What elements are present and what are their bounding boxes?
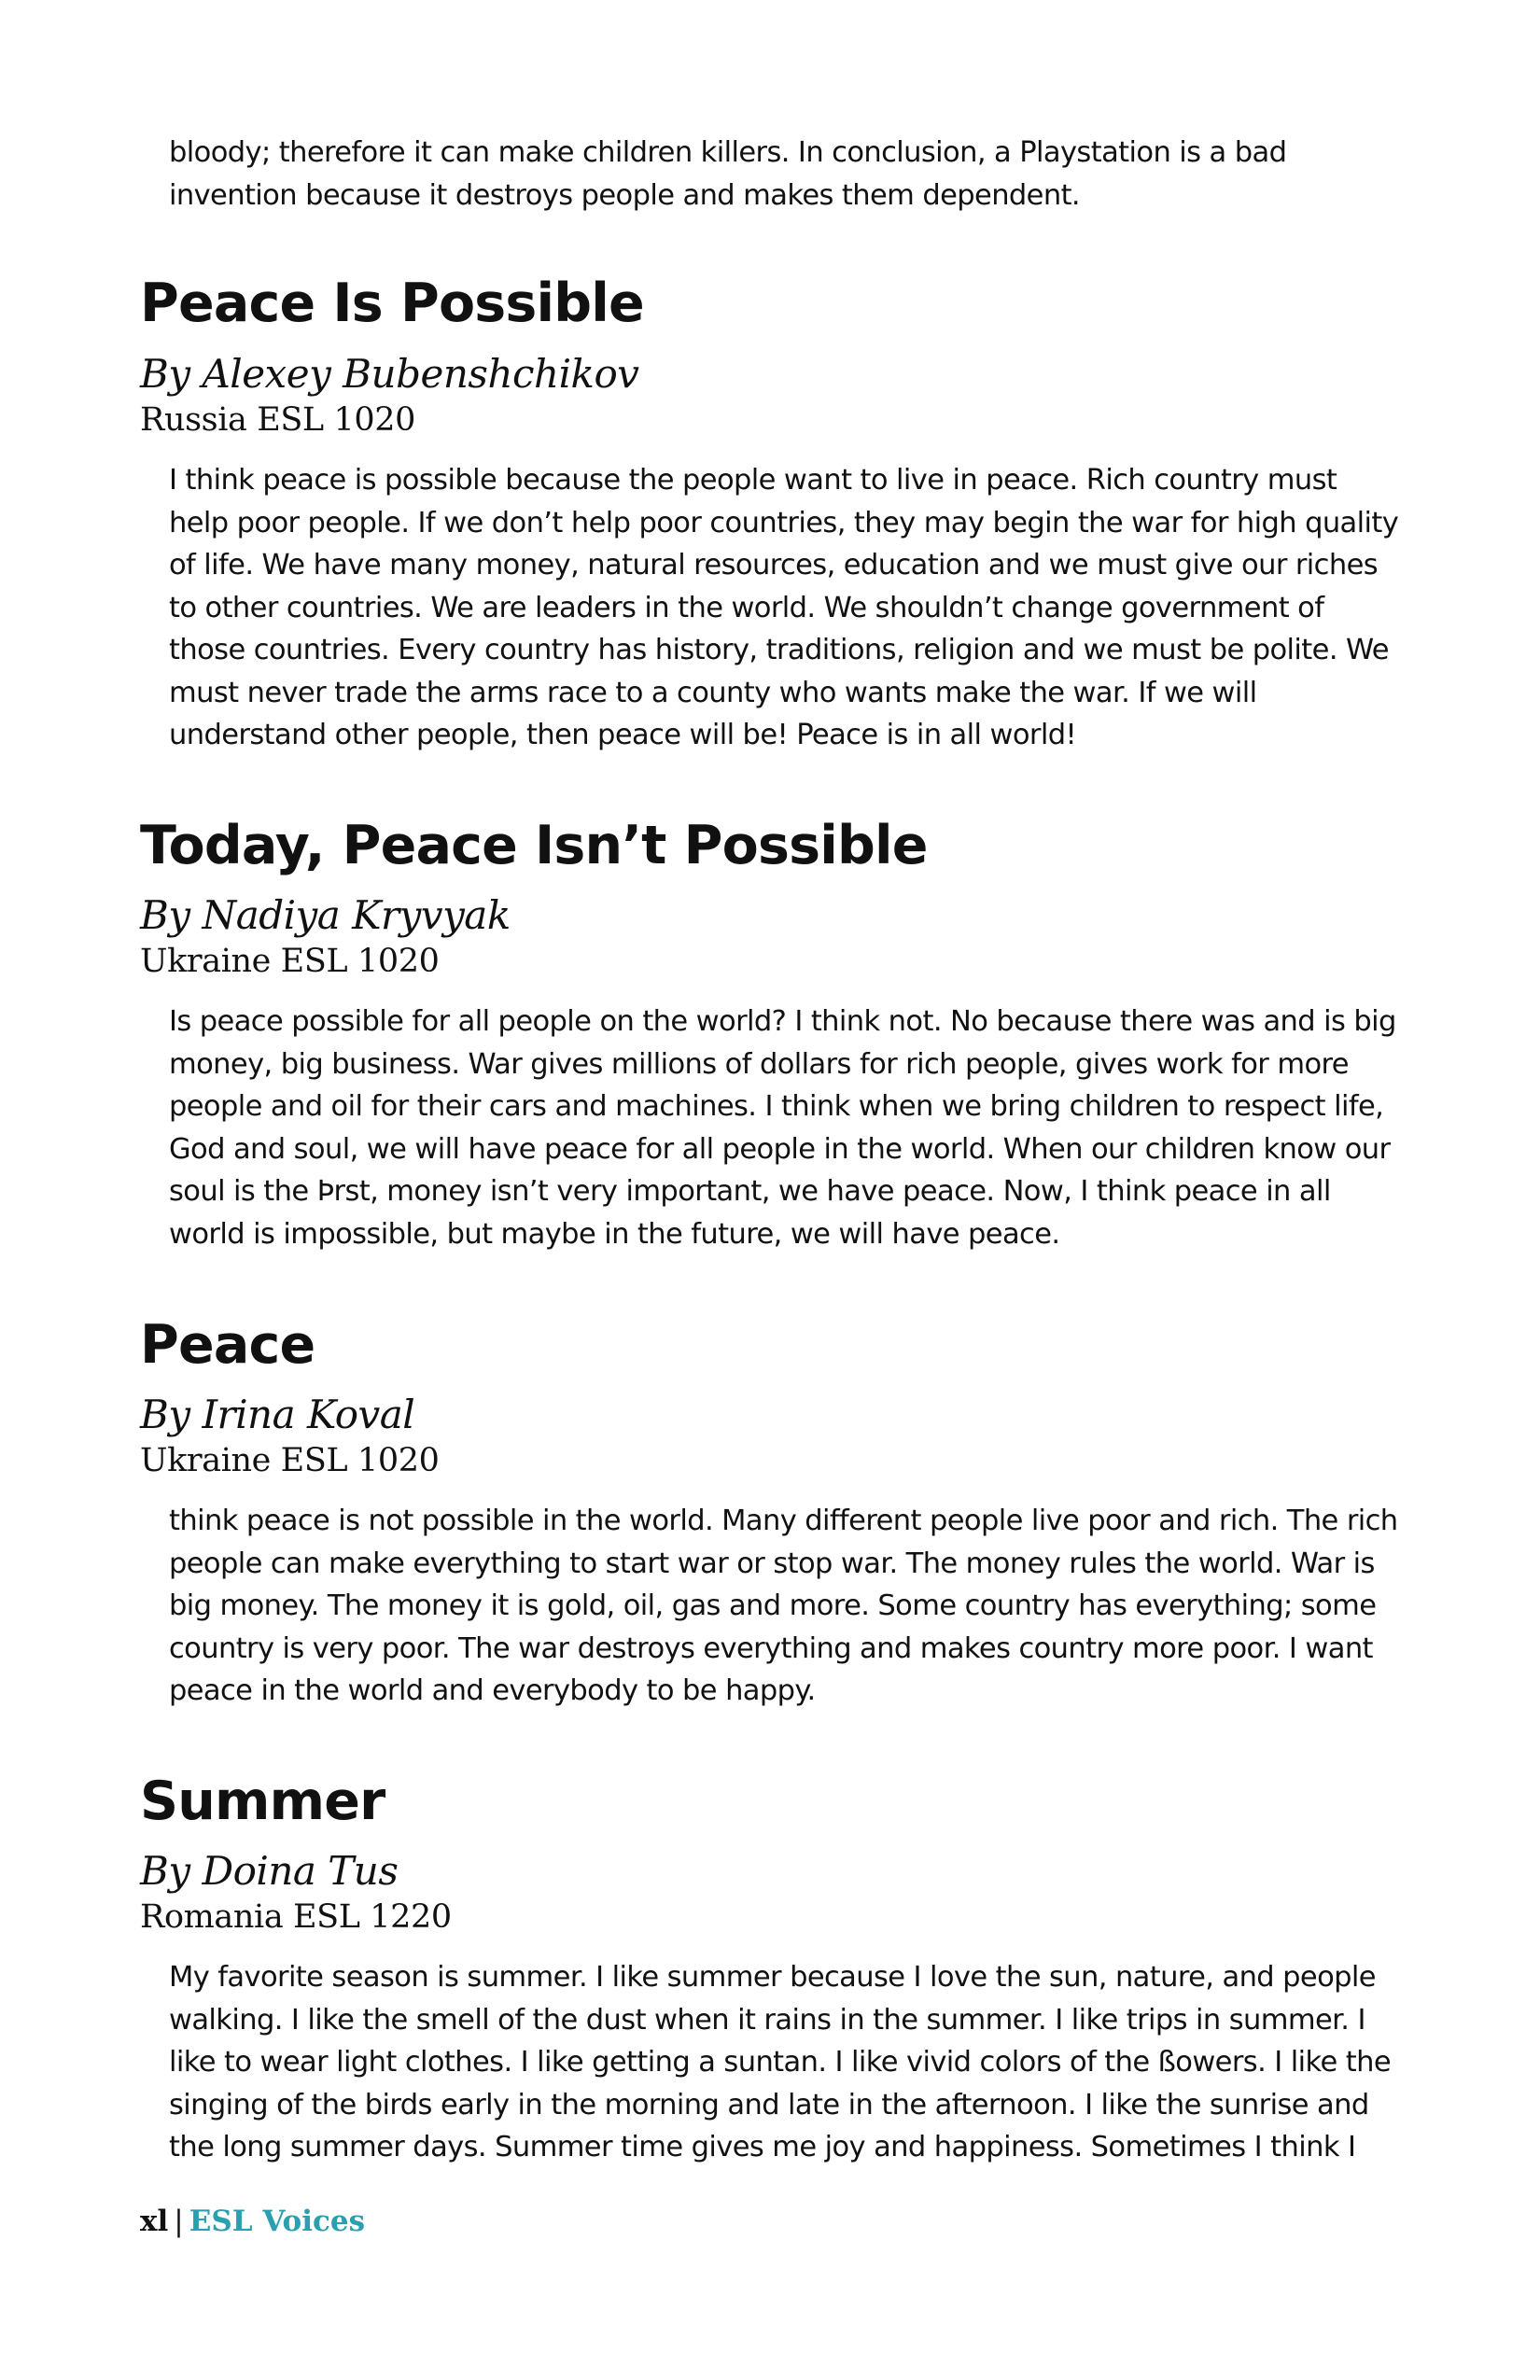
essay-body: Is peace possible for all people on the world? I think not. No because there was and is big money, big business. War gives millions of dollars for rich people, gives work for more people and oil for their cars and machines. I think when we bring children to respect life, God and soul, we will have peace for all people in the world. When our children know our soul is the Þrst, money isn’t very important, we have peace. Now, I think peace in all world is impossible, but maybe in the future, we will have peace.: [169, 1005, 1396, 1251]
essay-origin: Ukraine ESL 1020: [140, 1442, 440, 1479]
essay-body: I think peace is possible because the people want to live in peace. Rich country must help poor people. If we don’t help poor countries, they may begin the war for high quality of life. We have many money, natural resources, education and we must give our riches to other countries. We are leaders in the world. We shouldn’t change government of those countries. Every country has history, traditions, religion and we must be polite. We must never trade the arms race to a county who wants make the war. If we will understand other people, then peace will be! Peace is in all world!: [169, 464, 1399, 751]
essay-origin: Romania ESL 1220: [140, 1898, 452, 1936]
essay-title-peace: Peace: [140, 1314, 315, 1376]
page-footer: [140, 2203, 365, 2240]
essay-author: By Irina Koval: [140, 1392, 415, 1437]
essay-title-today-peace-isnt-possible: Today, Peace Isn’t Possible: [140, 815, 928, 876]
intro-paragraph: bloody; therefore it can make children killers. In conclusion, a Playstation is a bad invention because it destroys people and makes them dependent.: [169, 136, 1287, 212]
essay-author: By Alexey Bubenshchikov: [140, 351, 639, 397]
essay-origin: Russia ESL 1020: [140, 401, 415, 439]
page-number: xl: [140, 2205, 169, 2238]
essay-body: think peace is not possible in the world. Many different people live poor and rich. The rich people can make everything to start war or stop war. The money rules the world. War is big money. The money it is gold, oil, gas and more. Some country has everything; some country is very poor. The war destroys everything and makes country more poor. I want peace in the world and everybody to be happy.: [169, 1505, 1398, 1707]
essay-title-summer: Summer: [140, 1771, 385, 1832]
essay-title-peace-is-possible: Peace Is Possible: [140, 273, 644, 334]
essay-body: My favorite season is summer. I like summer because I love the sun, nature, and people walking. I like the smell of the dust when it rains in the summer. I like trips in summer. I like to wear light clothes. I like getting a suntan. I like vivid colors of the ßowers. I like the singing of the birds early in the morning and late in the afternoon. I like the sunrise and the long summer days. Summer time gives me joy and happiness. Sometimes I think I: [169, 1961, 1391, 2163]
essay-author: By Doina Tus: [140, 1848, 399, 1894]
book-title: ESL Voices: [189, 2205, 366, 2238]
essay-author: By Nadiya Kryvyak: [140, 892, 511, 938]
essay-origin: Ukraine ESL 1020: [140, 943, 440, 980]
footer-separator: |: [174, 2205, 184, 2238]
